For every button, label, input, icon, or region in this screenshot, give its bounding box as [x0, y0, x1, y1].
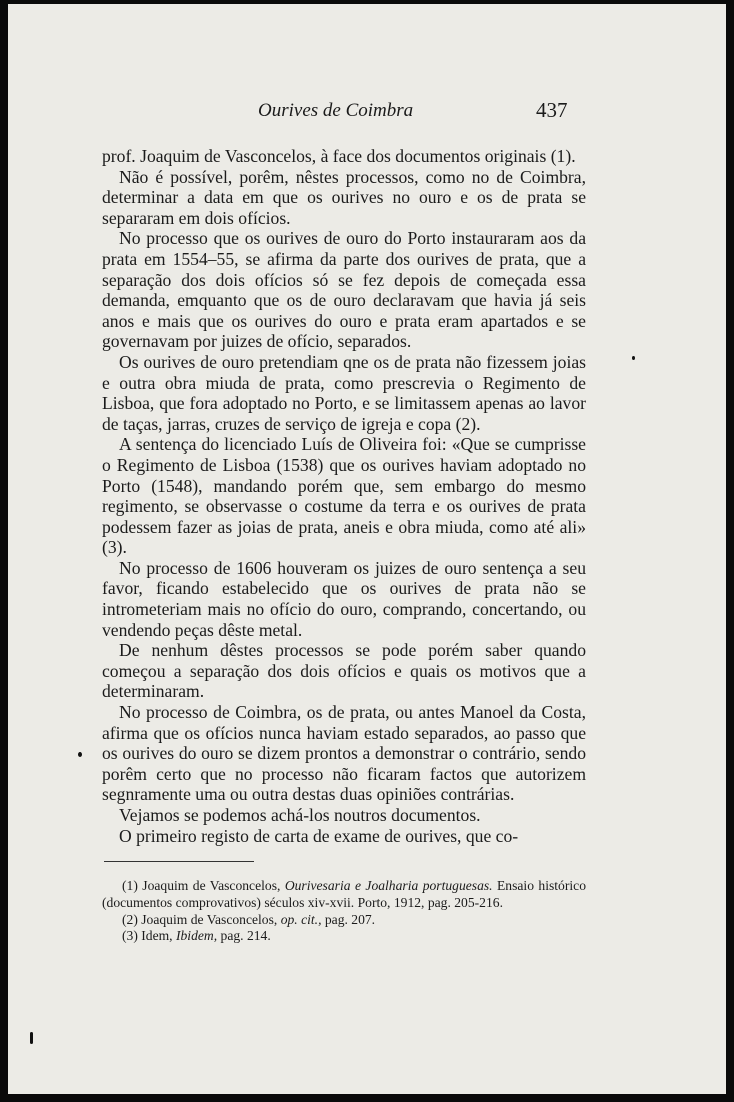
- book-page: [8, 4, 726, 1094]
- paragraph: No processo que os ourives de ouro do Porto instauraram aos da prata em 1554–55, se afirma da parte dos ourives de prata, que a separação dos dois ofícios só se fez depois de começada essa demanda, emquanto que os de ouro declaravam que havia já seis anos e mais que os ourives do ouro e prata eram apartados e se governavam por juizes de ofício, separados.: [102, 228, 586, 352]
- running-title: Ourives de Coimbra: [258, 100, 414, 121]
- footnote-text: (3) Idem,: [122, 928, 176, 944]
- ink-speck: [78, 752, 82, 757]
- paragraph: No processo de 1606 houveram os juizes de ouro sentença a seu favor, ficando estabelecido que os ourives de prata não se intrometeriam mais no ofício do ouro, comprando, concertando, ou vendendo peças dêste metal.: [102, 557, 586, 640]
- paragraph: De nenhum dêstes processos se pode porém saber quando começou a separação dos dois ofícios e quais os motivos que a determinaram.: [102, 640, 586, 702]
- footnote-text: (2) Joaquim de Vasconcelos,: [122, 911, 281, 927]
- footnote-text: (1) Joaquim de Vasconcelos,: [122, 878, 285, 893]
- paragraph: O primeiro registo de carta de exame de ourives, que co-: [119, 825, 519, 846]
- footnote-text: pag. 207.: [321, 911, 376, 927]
- body-text: [102, 146, 586, 846]
- page-number: 437: [536, 98, 568, 122]
- page-header: [8, 96, 726, 124]
- footnote-text: pag. 214.: [217, 928, 271, 944]
- paragraph: Não é possível, porêm, nêstes processos, como no de Coimbra, determinar a data em que os ourives no ouro e os de prata se separaram em dois ofícios.: [102, 166, 586, 228]
- paragraph: prof. Joaquim de Vasconcelos, à face dos documentos originais (1).: [102, 146, 576, 166]
- footnote-text: Ensaio histórico (documentos comprovativos) séculos xiv-xvii. Porto, 1912, pag. 205-216.: [102, 878, 586, 910]
- footnote-2: [102, 912, 586, 929]
- paragraph: No processo de Coimbra, os de prata, ou antes Manoel da Costa, afirma que os ofícios nunca haviam estado separados, ao passo que os ourives do ouro se dizem prontos a demonstrar o contrário, sendo porêm certo que no processo não ficaram factos que autorizem segnramente uma ou outra destas duas opiniões contrárias.: [102, 702, 586, 805]
- footnote-title: Ibidem,: [175, 928, 218, 944]
- ink-speck: [30, 1032, 33, 1044]
- footnote-3: [102, 928, 586, 945]
- paragraph: A sentença do licenciado Luís de Oliveira foi: «Que se cumprisse o Regimento de Lisboa (1538) que os ourives haviam adoptado no Porto (1548), mandando porém que, sem embargo do mesmo regimento, se observasse o costume da terra e os ourives de prata podessem fazer as joias de prata, aneis e obra miuda, como até ali» (3).: [102, 434, 586, 558]
- footnote-divider: [104, 861, 254, 862]
- footnote-title: op. cit.,: [280, 911, 322, 927]
- paragraph: Os ourives de ouro pretendiam qne os de prata não fizessem joias e outra obra miuda de prata, como prescrevia o Regimento de Lisboa, que fora adoptado no Porto, e se limitassem apenas ao lavor de taças, jarras, cruzes de serviço de igreja e copa (2).: [102, 351, 586, 434]
- footnote-title: Ourivesaria e Joalharia portuguesas.: [284, 878, 493, 893]
- paragraph: Vejamos se podemos achá-los noutros documentos.: [119, 805, 481, 825]
- footnotes: [102, 878, 586, 945]
- ink-speck: [632, 356, 635, 360]
- footnote-1: [102, 878, 586, 912]
